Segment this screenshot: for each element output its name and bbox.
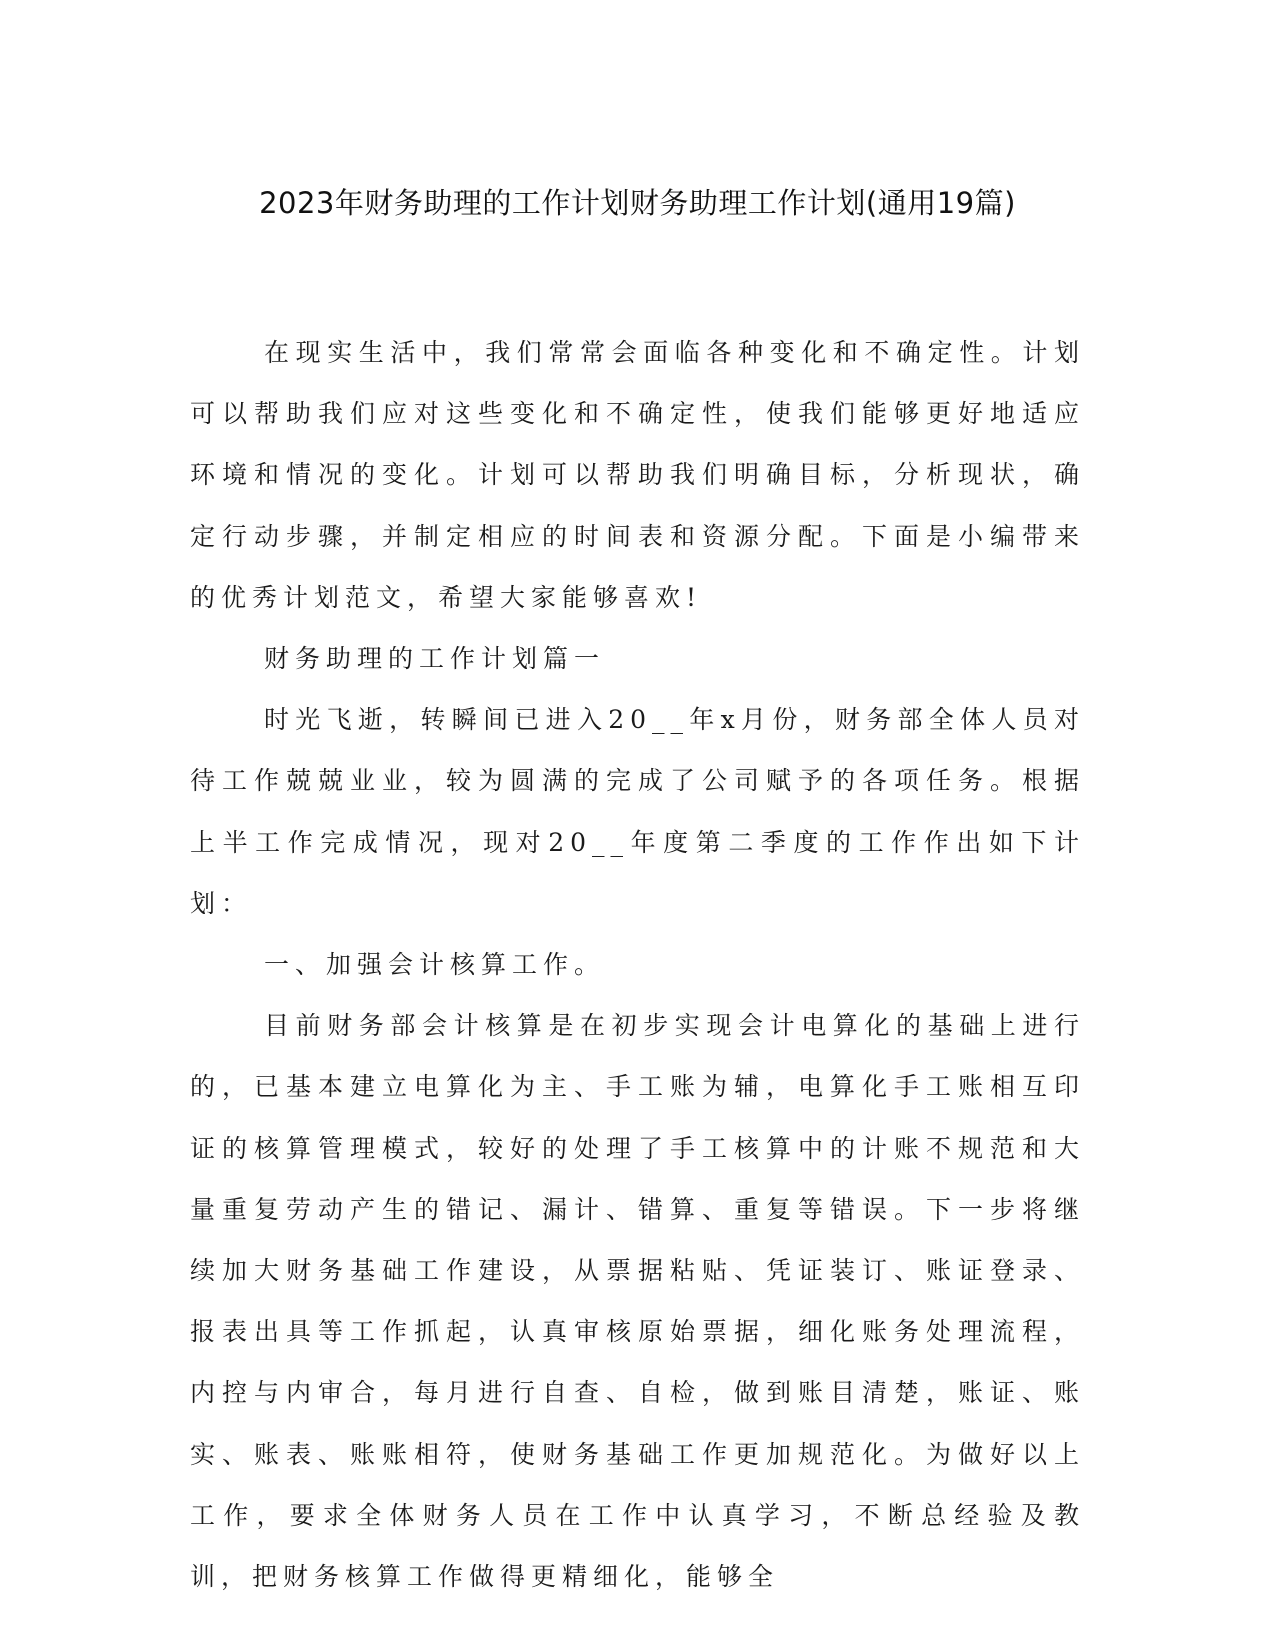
body-paragraph: 时光飞逝，转瞬间已进入20__年x月份，财务部全体人员对待工作兢兢业业，较为圆满的完成了公司赋予的各项任务。根据上半工作完成情况，现对20__年度第二季度的工作作出如下计划： [190, 705, 1085, 918]
section-heading: 财务助理的工作计划篇一 [264, 644, 606, 674]
subsection-heading: 一、加强会计核算工作。 [264, 950, 606, 980]
document-title: 2023年财务助理的工作计划财务助理工作计划(通用19篇) [259, 186, 1016, 220]
body-paragraph: 目前财务部会计核算是在初步实现会计电算化的基础上进行的，已基本建立电算化为主、手工账为辅，电算化手工账相互印证的核算管理模式，较好的处理了手工核算中的计账不规范和大量重复劳动产生的错记、漏计、错算、重复等错误。下一步将继续加大财务基础工作建设，从票据粘贴、凭证装订、账证登录、报表出具等工作抓起，认真审核原始票据，细化账务处理流程，内控与内审合，每月进行自查、自检，做到账目清楚，账证、账实、账表、账账相符，使财务基础工作更加规范化。为做好以上工作，要求全体财务人员在工作中认真学习，不断总经验及教训，把财务核算工作做得更精细化，能够全 [190, 1011, 1085, 1592]
document-body [190, 322, 1085, 1607]
intro-paragraph: 在现实生活中，我们常常会面临各种变化和不确定性。计划可以帮助我们应对这些变化和不确定性，使我们能够更好地适应环境和情况的变化。计划可以帮助我们明确目标，分析现状，确定行动步骤，并制定相应的时间表和资源分配。下面是小编带来的优秀计划范文，希望大家能够喜欢! [190, 338, 1085, 612]
